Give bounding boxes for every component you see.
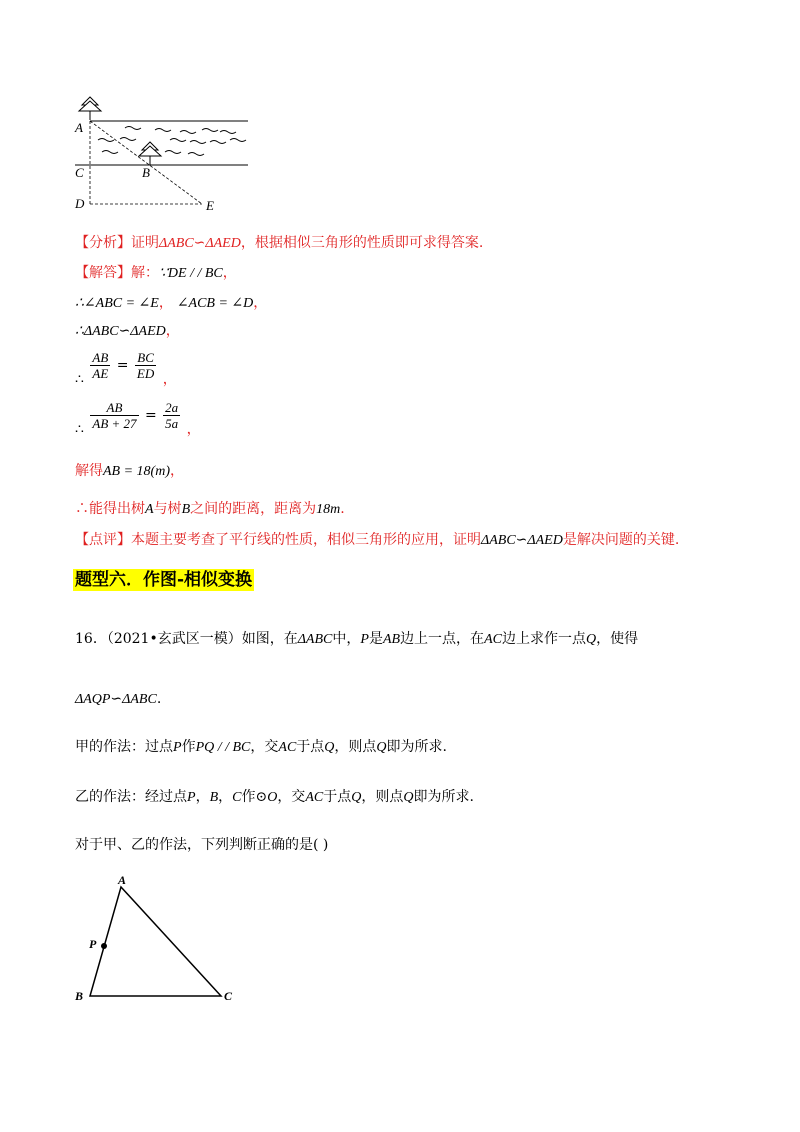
solution-tag: 【解答】 [75,265,131,281]
question-line: 对于甲、乙的作法，下列判断正确的是( ) [75,837,329,853]
solution-fraction-1: ∴ $\frac{AB}{AE}$ = $\frac{BC}{ED}$ ， [75,350,177,388]
dashed-line-ae [90,121,202,204]
tree-a-icon [79,97,101,120]
answer-blank: ( ) [313,837,329,853]
point-p [101,943,107,949]
river-waves [98,127,246,156]
label-b: B [142,165,150,180]
label-d: D [75,196,85,211]
label-a: A [75,120,83,135]
comment-tag: 【点评】 [75,532,131,548]
solution-line-1: 【解答】解：∵DE / / BC， [75,265,237,281]
tree-b-icon [139,142,161,165]
solution-conclusion: ∴能得出树A与树B之间的距离，距离为18m. [75,501,345,517]
problem-16-line-2: ΔAQP∽ΔABC. [75,691,162,707]
solution-line-3: ∴ΔABC∽ΔAED， [75,323,180,339]
triangle-figure [72,870,252,1005]
analysis-line: 【分析】证明ΔABC∽ΔAED，根据相似三角形的性质即可求得答案. [75,235,484,251]
label-b2: B [75,989,84,1003]
label-c: C [75,165,84,180]
problem-source: （2021•玄武区一模） [106,631,242,647]
analysis-tag: 【分析】 [75,235,131,251]
solution-line-2: ∴∠ABC = ∠E， ∠ACB = ∠D， [75,295,268,311]
solution-fraction-2: ∴ $\frac{AB}{AB + 27}$ = $\frac{2a}{5a}$ ， [75,400,201,438]
label-a2: A [118,873,127,887]
section-heading: 题型六．作图-相似变换 [75,570,253,590]
solution-solve-line: 解得AB = 18(m)， [75,463,184,479]
analysis-math: ΔABC∽ΔAED [159,236,241,251]
river-trees-figure [70,92,260,217]
method-jia: 甲的作法：过点P作PQ / / BC，交AC于点Q，则点Q即为所求. [75,739,447,755]
triangle-abc [90,887,221,996]
method-yi: 乙的作法：经过点P，B，C作⊙O，交AC于点Q，则点Q即为所求. [75,789,474,805]
problem-number: 16． [75,631,107,647]
label-e: E [206,198,214,213]
label-c2: C [224,989,233,1003]
comment-line: 【点评】本题主要考查了平行线的性质，相似三角形的应用，证明ΔABC∽ΔAED是解决问题的关键. [75,532,680,548]
label-p: P [89,937,97,951]
problem-16-line-1: 16．（2021•玄武区一模）如图，在ΔABC中，P是AB边上一点，在AC边上求作一点Q，使得 [75,631,639,647]
